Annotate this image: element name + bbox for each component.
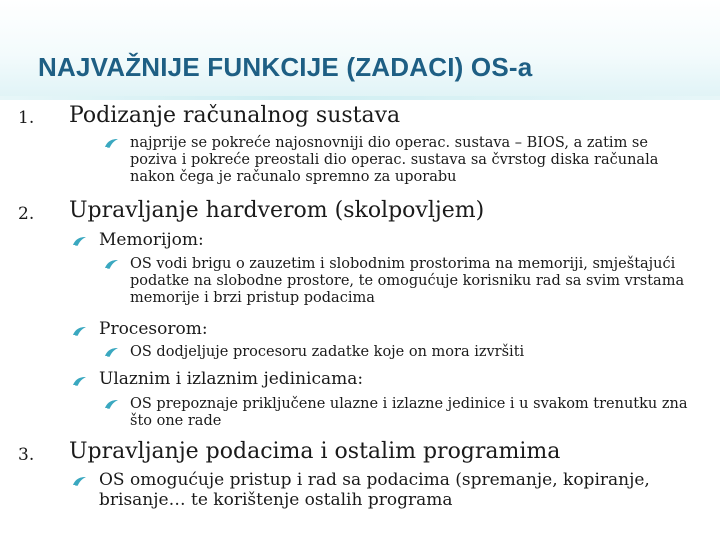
section-number-2: 2.: [18, 204, 35, 224]
wing-bullet-icon: [72, 476, 87, 487]
section-number-1: 1.: [18, 108, 35, 128]
processor-label: Procesorom:: [99, 319, 208, 339]
wing-bullet-icon: [104, 399, 119, 410]
header-band: [0, 0, 720, 100]
section-number-3: 3.: [18, 445, 35, 465]
memory-text: OS vodi brigu o zauzetim i slobodnim prostorima na memoriji, smještajući podatke na slobodne prostore, te omogućuje korisniku rad sa svim vrstama memorije i brzi pristup podacima: [130, 256, 685, 306]
section-3-text: OS omogućuje pristup i rad sa podacima (spremanje, kopiranje, brisanje… te korištenje ostalih programa: [99, 470, 650, 510]
section-heading-1: Podizanje računalnog sustava: [69, 103, 401, 128]
io-units-label: Ulaznim i izlaznim jedinicama:: [99, 369, 364, 389]
section-heading-2: Upravljanje hardverom (skolpovljem): [69, 198, 485, 223]
wing-bullet-icon: [72, 236, 87, 247]
processor-text: OS dodjeljuje procesoru zadatke koje on mora izvršiti: [130, 344, 525, 360]
section-1-text: najprije se pokreće najosnovniji dio operac. sustava – BIOS, a zatim se poziva i pokreće preostali dio operac. sustava sa čvrstog diska računala nakon čega je računalo spremno za uporabu: [130, 135, 659, 185]
slide-title: NAJVAŽNIJE FUNKCIJE (ZADACI) OS-a: [38, 52, 533, 82]
wing-bullet-icon: [104, 259, 119, 270]
io-units-text: OS prepoznaje priključene ulazne i izlazne jedinice i u svakom trenutku zna što one rade: [130, 396, 688, 429]
wing-bullet-icon: [104, 138, 119, 149]
wing-bullet-icon: [104, 347, 119, 358]
memory-label: Memorijom:: [99, 230, 204, 250]
wing-bullet-icon: [72, 376, 87, 387]
wing-bullet-icon: [72, 326, 87, 337]
section-heading-3: Upravljanje podacima i ostalim programima: [69, 439, 561, 464]
